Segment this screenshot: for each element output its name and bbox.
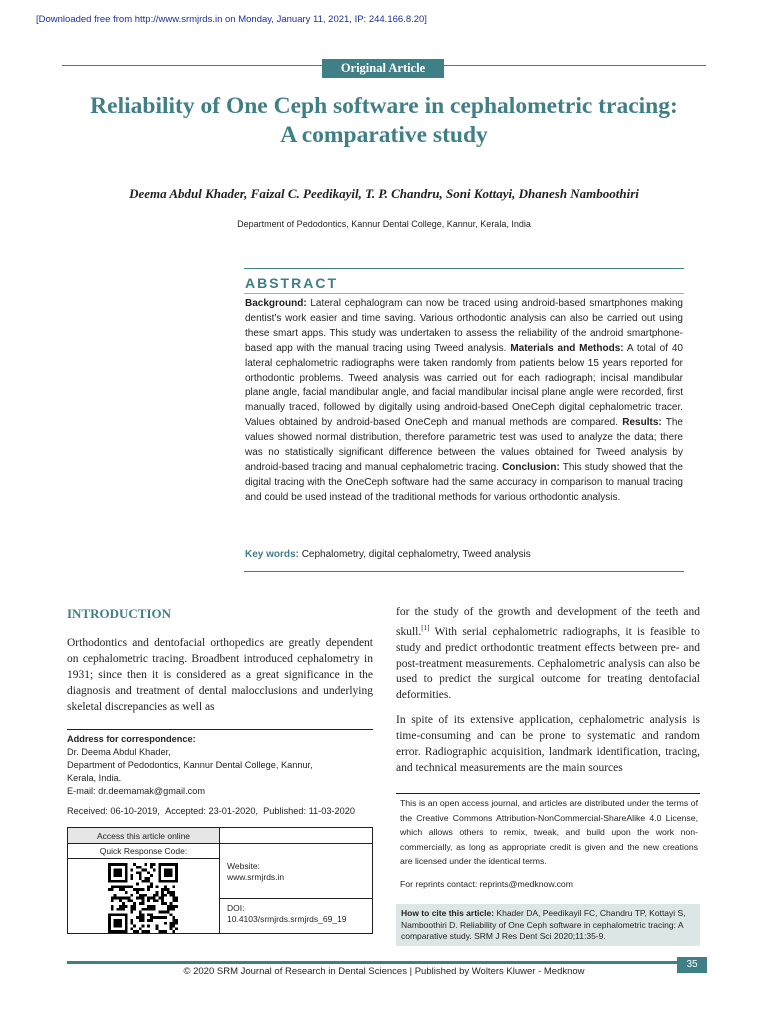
abstract-heading: ABSTRACT [245,275,338,291]
introduction-heading: INTRODUCTION [67,606,172,621]
keywords-text: Cephalometry, digital cephalometry, Tweed analysis [301,549,531,560]
results-text: The values showed normal distribution, therefore parametric test was used to analyze the data; there was no statistically significant difference between the values obtained for Tweed analysis by android-based tracing and manual cephalometric tracing. [245,417,683,473]
access-heading-blank [220,828,372,844]
article-type-badge: Original Article [322,59,444,78]
methods-text: A total of 40 lateral cephalometric radiographs were taken randomly from patients below 15 years reported for orthodontic problems. Tweed analysis was carried out for each radiograph; incisal mandibular plane angle, facial mandibular angle, and facial mandibular incisal plane angle were recorded, first manually traced, followed by digitally using android-based OneCeph digital cephalometric tracer. Values obtained by android-based OneCeph and manual methods are compared. [245,342,683,429]
qr-code-icon[interactable] [108,863,178,933]
website-link[interactable]: www.srmjrds.in [227,872,285,882]
doi-cell [220,899,372,933]
abstract-rule-bottom [244,571,684,572]
conclusion-text: This study showed that the digital tracing with the OneCeph software had the same accuracy in comparison to manual tracing and could be used instead of the traditional methods for various orthodontic analysis. [245,461,683,503]
keywords [245,549,683,560]
doi-link[interactable]: 10.4103/srmjrds.srmjrds_69_19 [227,914,347,924]
license-rule [396,793,700,794]
background-label: Background: [245,298,307,309]
methods-label: Materials and Methods: [510,342,624,354]
page-number: 35 [677,957,707,973]
qr-code-cell [68,859,220,933]
website-label: Website: [227,861,260,871]
reference-marker: [1] [421,623,430,632]
qr-code-label: Quick Response Code: [68,844,220,859]
abstract-rule-mid [244,293,684,294]
abstract-body [245,297,683,506]
background-text: Lateral cephalogram can now be traced using android-based smartphones making dentist's work easier and time saving. Various orthodontic analysis can also be carried out using these smart apps. This study was undertaken to assess the reliability of the android smartphone-based app with the manual tracing using Tweed analysis. [245,298,683,354]
correspondence-email: E-mail: dr.deemamak@gmail.com [67,786,205,796]
reprints-contact: For reprints contact: reprints@medknow.com [400,879,573,889]
license-text: This is an open access journal, and articles are distributed under the terms of the Creative Commons Attribution-NonCommercial-ShareAlike 4.0 License, which allows others to remix, tweak, and build upon the work non-commercially, as long as appropriate credit is given and the new creations are licensed under the identical terms. [400,798,698,866]
footer-rule [67,961,701,964]
intro-right-para1-start: for the study of the growth and development of the teeth and skull. [396,606,700,638]
download-note: [Downloaded free from http://www.srmjrds.in on Monday, January 11, 2021, IP: 244.166.8.20] [36,14,427,25]
published-date: Published: 11-03-2020 [263,806,355,816]
intro-right-paragraph-2: In spite of its extensive application, cephalometric analysis is time-consuming and can be prone to systematic and random error. Radiographic acquisition, landmark identification, tracing, and technical measurements are the main sources [396,714,700,774]
doi-label: DOI: [227,903,245,913]
access-online-table [67,827,373,934]
correspondence-heading: Address for correspondence: [67,734,196,744]
intro-right-para1-rest: With serial cephalometric radiographs, it is feasible to study and predict orthodontic treatment effects between pre- and post-treatment measurements. Cephalometric analysis can also be used to predict the surgical outcome for treating dentofacial deformities. [396,625,700,702]
results-label: Results: [622,417,662,429]
correspondence-name: Dr. Deema Abdul Khader, [67,747,171,757]
citation-label: How to cite this article: [401,908,495,918]
title-line-1: Reliability of One Ceph software in cephalometric tracing: [90,93,678,119]
received-date: Received: 06-10-2019, [67,806,160,816]
affiliation: Department of Pedodontics, Kannur Dental College, Kannur, Kerala, India [237,219,531,229]
website-cell [220,859,372,899]
accepted-date: Accepted: 23-01-2020, [165,806,259,816]
author-list: Deema Abdul Khader, Faizal C. Peedikayil, T. P. Chandru, Soni Kottayi, Dhanesh Namboothiri [129,186,639,201]
title-line-2: A comparative study [280,122,488,148]
citation-box [396,904,700,946]
intro-right-paragraph-1 [396,605,700,704]
correspondence-rule [67,729,373,730]
article-title [40,92,728,150]
correspondence-address-2: Kerala, India. [67,773,122,783]
article-dates [67,806,373,816]
correspondence-block [67,733,373,798]
conclusion-label: Conclusion: [502,461,560,473]
footer-text: © 2020 SRM Journal of Research in Dental Sciences | Published by Wolters Kluwer - Medknow [183,966,585,977]
correspondence-address-1: Department of Pedodontics, Kannur Dental College, Kannur, [67,760,313,770]
access-online-heading: Access this article online [68,828,220,844]
intro-left-paragraph: Orthodontics and dentofacial orthopedics are greatly dependent on cephalometric tracing. Broadbent introduced cephalometry in 1931; since then it is considered as a great significance in the diagnosis and treatment of dental malocclusions and underlying skeletal discrepancies as well as [67,637,373,713]
abstract-rule-top [244,268,684,269]
keywords-label: Key words: [245,549,299,560]
citation-text: Khader DA, Peedikayil FC, Chandru TP, Kottayi S, Namboothiri D. Reliability of One Ceph software in cephalometric tracing: A comparative study. SRM J Res Dent Sci 2020;11:35-9. [401,908,686,941]
